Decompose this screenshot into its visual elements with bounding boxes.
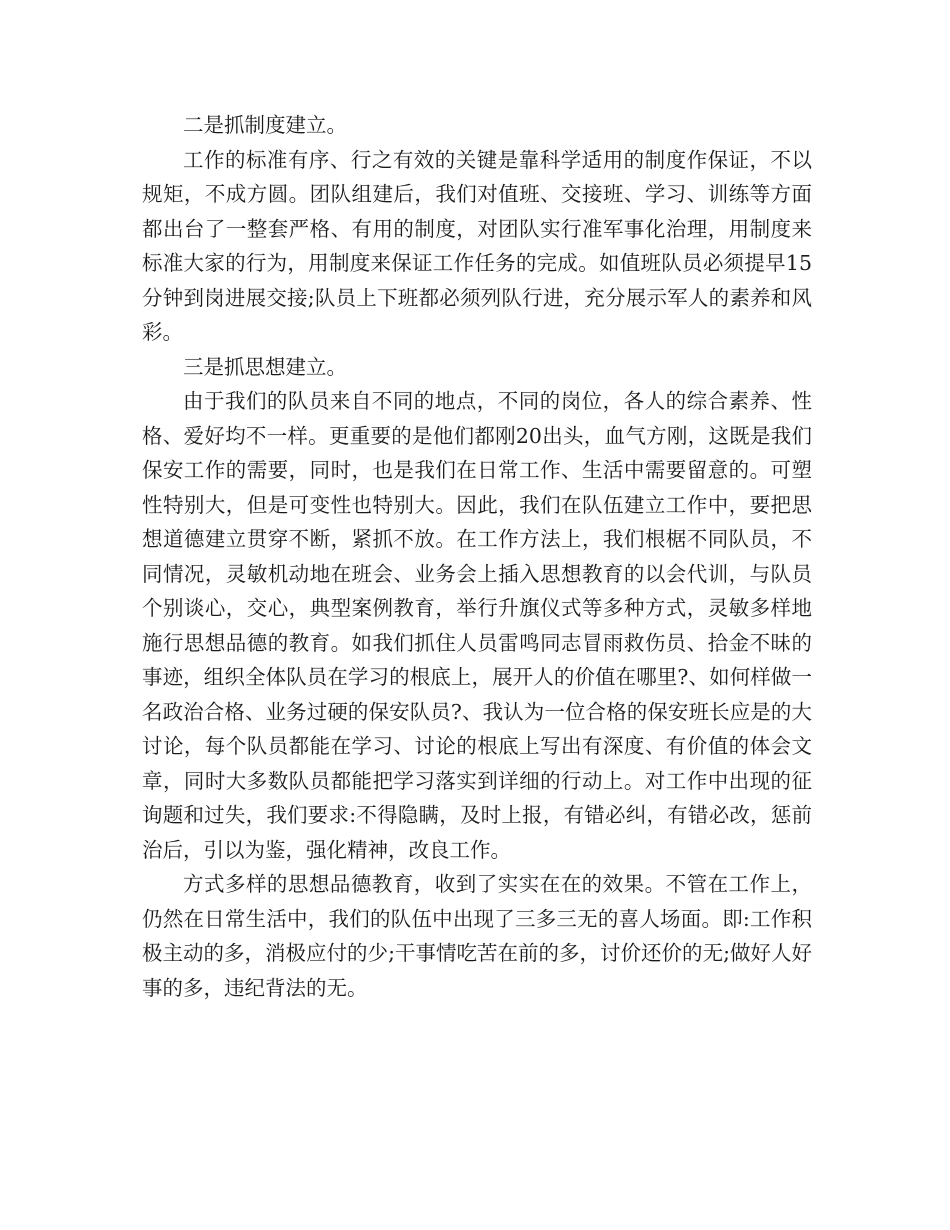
paragraph-education-results: 方式多样的思想品德教育，收到了实实在在的效果。不管在工作上，仍然在日常生活中，我们的队伍中出现了三多三无的喜人场面。即:工作积极主动的多，消极应付的少;干事情吃苦在前的多，讨价还价的无;做好人好事的多，违纪背法的无。	[142, 872, 812, 1000]
section-heading-thought: 三是抓思想建立。	[183, 354, 347, 379]
paragraph-thought-building: 由于我们的队员来自不同的地点，不同的岗位，各人的综合素养、性格、爱好均不一样。更重要的是他们都刚20出头，血气方刚，这既是我们保安工作的需要，同时，也是我们在日常工作、生活中需要留意的。可塑性特别大，但是可变性也特别大。因此，我们在队伍建立工作中，要把思想道德建立贯穿不断，紧抓不放。在工作方法上，我们根椐不同队员，不同情况，灵敏机动地在班会、业务会上插入思想教育的以会代训，与队员个别谈心，交心，典型案例教育，举行升旗仪式等多种方式，灵敏多样地施行思想品德的教育。如我们抓住人员雷鸣同志冒雨救伤员、拾金不昧的事迹，组织全体队员在学习的根底上，展开人的价值在哪里?、如何样做一名政治合格、业务过硬的保安队员?、我认为一位合格的保安班长应是的大讨论，每个队员都能在学习、讨论的根底上写出有深度、有价值的体会文章，同时大多数队员都能把学习落实到详细的行动上。对工作中出现的征询题和过失，我们要求:不得隐瞒，及时上报，有错必纠，有错必改，惩前治后，引以为鉴，强化精神，改良工作。	[142, 389, 812, 862]
paragraph-system-building: 工作的标准有序、行之有效的关键是靠科学适用的制度作保证，不以规矩，不成方圆。团队组建后，我们对值班、交接班、学习、训练等方面都出台了一整套严格、有用的制度，对团队实行准军事化治理，用制度来标准大家的行为，用制度来保证工作任务的完成。如值班队员必须提早15分钟到岗进展交接;队员上下班都必须列队行进，充分展示军人的素养和风彩。	[142, 147, 812, 344]
section-heading-system: 二是抓制度建立。	[183, 113, 347, 137]
document-body	[142, 108, 812, 1005]
